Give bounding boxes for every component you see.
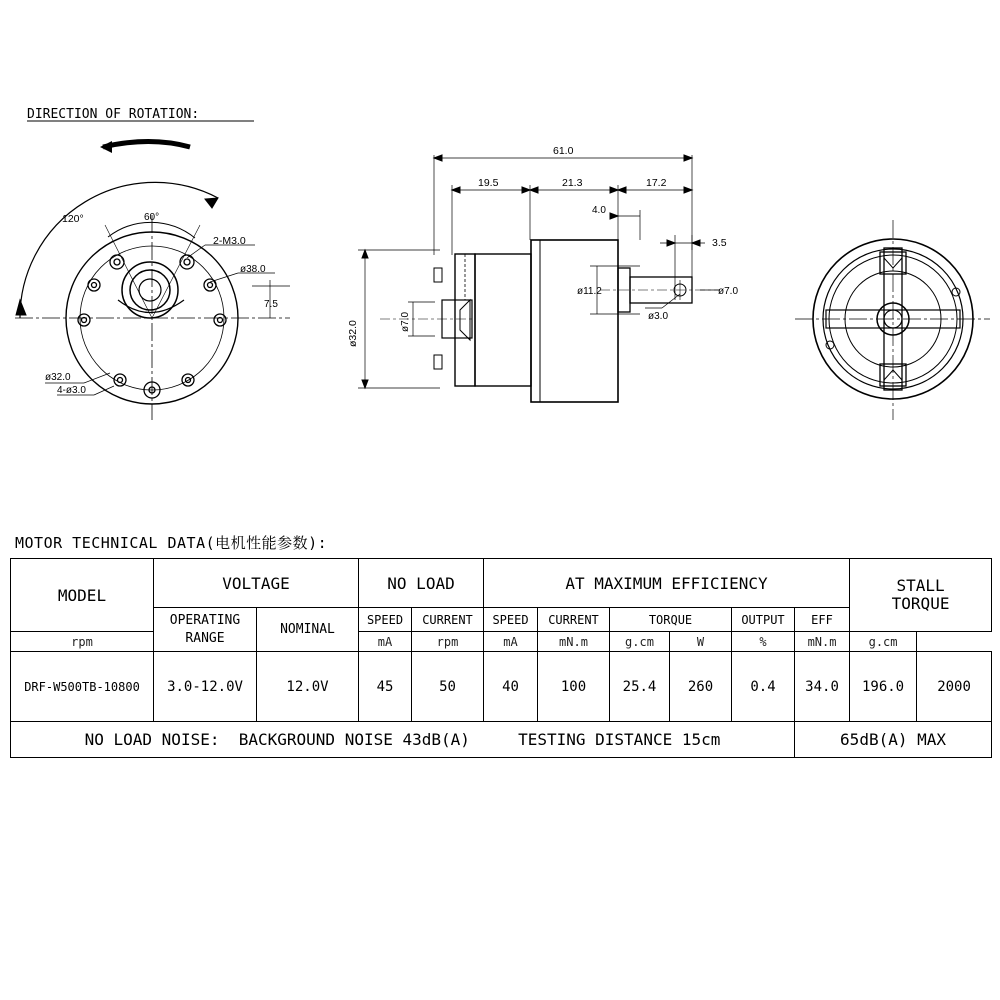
side-dim-b: 21.3 <box>562 177 583 189</box>
side-dim-3: ø3.0 <box>648 311 669 322</box>
header-eff: EFF <box>795 608 850 632</box>
side-dim-11-2: ø11.2 <box>577 286 602 297</box>
noise-row <box>11 722 992 758</box>
tech-data-table <box>10 558 992 758</box>
side-dim-a: 19.5 <box>478 177 499 189</box>
header-max-eff: AT MAXIMUM EFFICIENCY <box>484 559 850 608</box>
cell-torque-mnm: 25.4 <box>610 652 670 722</box>
header-voltage: VOLTAGE <box>154 559 359 608</box>
front-d7-5-label: 7.5 <box>264 299 278 310</box>
side-dim-7: ø7.0 <box>718 286 739 297</box>
header-no-load: NO LOAD <box>359 559 484 608</box>
header-stall <box>850 559 992 632</box>
cell-nl-speed: 45 <box>359 652 412 722</box>
table-row <box>11 652 992 722</box>
cell-stall-mnm: 196.0 <box>850 652 917 722</box>
rotation-arrow-icon <box>100 141 190 153</box>
unit-nl-ma: mA <box>359 632 412 652</box>
header-stall-line1: STALL <box>896 576 945 595</box>
noise-value: 65dB(A) MAX <box>795 722 992 758</box>
unit-stall-gcm: g.cm <box>850 632 917 652</box>
header-op-range-line2: RANGE <box>185 630 225 646</box>
side-dim-7-vertical: ø7.0 <box>400 311 411 332</box>
side-dim-4: 4.0 <box>592 205 606 216</box>
unit-rpm: rpm <box>412 632 484 652</box>
front-holes-label: 4-ø3.0 <box>57 385 86 396</box>
unit-eff-pct: % <box>732 632 795 652</box>
side-dim-32: ø32.0 <box>347 320 359 347</box>
cell-op-range: 3.0-12.0V <box>154 652 257 722</box>
side-dim-c: 17.2 <box>646 177 667 189</box>
cell-output: 0.4 <box>732 652 795 722</box>
unit-torque-mnm: mN.m <box>538 632 610 652</box>
tech-data-title: MOTOR TECHNICAL DATA(电机性能参数): <box>15 534 328 552</box>
cell-nominal: 12.0V <box>257 652 359 722</box>
cell-torque-gcm: 260 <box>670 652 732 722</box>
header-nl-current: CURRENT <box>412 608 484 632</box>
cell-current: 100 <box>538 652 610 722</box>
header-model: MODEL <box>11 559 154 632</box>
front-angle-60: 60° <box>144 212 160 223</box>
header-op-range-line1: OPERATING <box>169 612 241 628</box>
cell-eff: 34.0 <box>795 652 850 722</box>
cell-stall-gcm: 2000 <box>917 652 992 722</box>
header-current: CURRENT <box>538 608 610 632</box>
header-nl-speed: SPEED <box>359 608 412 632</box>
header-speed: SPEED <box>484 608 538 632</box>
unit-stall-mnm: mN.m <box>795 632 850 652</box>
header-output: OUTPUT <box>732 608 795 632</box>
cell-speed: 40 <box>484 652 538 722</box>
front-d38-label: ø38.0 <box>240 264 266 275</box>
noise-label: NO LOAD NOISE: BACKGROUND NOISE 43dB(A) TESTING DISTANCE 15cm <box>11 722 795 758</box>
cell-nl-current: 50 <box>412 652 484 722</box>
front-angle-120: 120° <box>62 213 84 225</box>
unit-nl-rpm: rpm <box>11 632 154 652</box>
rotation-title: DIRECTION OF ROTATION: <box>27 107 200 122</box>
front-d32-label: ø32.0 <box>45 372 71 383</box>
unit-ma: mA <box>484 632 538 652</box>
side-view <box>358 155 720 402</box>
header-nominal: NOMINAL <box>257 608 359 652</box>
header-stall-line2: TORQUE <box>891 594 950 613</box>
side-dim-3-5: 3.5 <box>712 237 727 249</box>
rear-view <box>795 220 990 420</box>
unit-output-w: W <box>670 632 732 652</box>
side-total-dim: 61.0 <box>553 145 574 157</box>
header-operating-range <box>154 608 257 652</box>
front-m3-label: 2-M3.0 <box>213 235 246 247</box>
cell-model: DRF-W500TB-10800 <box>11 652 154 722</box>
header-torque: TORQUE <box>610 608 732 632</box>
unit-torque-gcm: g.cm <box>610 632 670 652</box>
